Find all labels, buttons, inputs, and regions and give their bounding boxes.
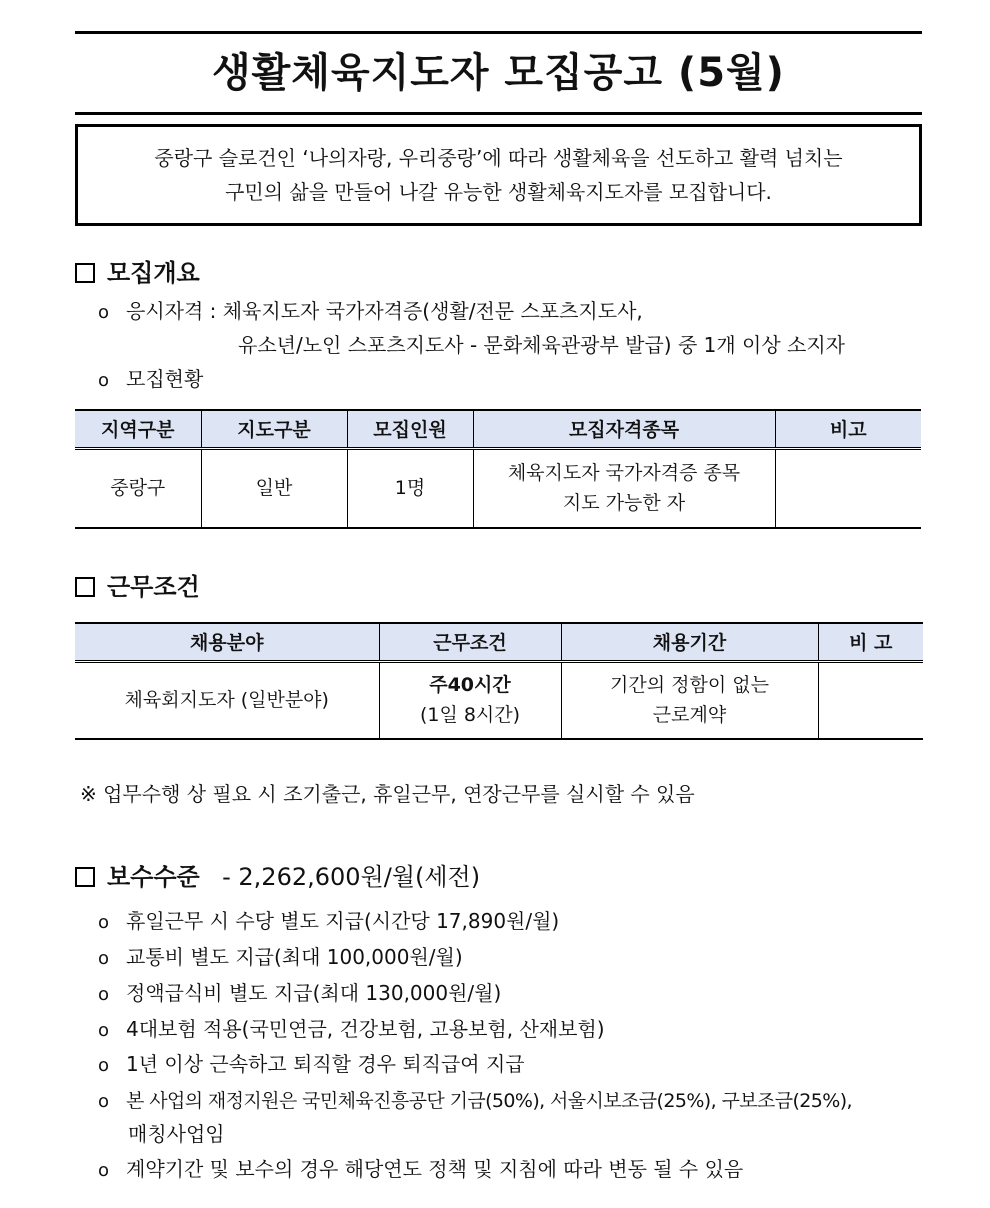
work-footnote: ※ 업무수행 상 필요 시 조기출근, 휴일근무, 연장근무를 실시할 수 있음 (80, 782, 695, 806)
list-item: o 1년 이상 근속하고 퇴직할 경우 퇴직급여 지급 (98, 1050, 525, 1080)
table-header: 채용분야 (75, 623, 379, 661)
section-pay-level (75, 862, 480, 892)
section-heading: 근무조건 (107, 573, 200, 601)
checkbox-square-icon (75, 867, 95, 887)
list-item: o 휴일근무 시 수당 별도 지급(시간당 17,890원/월) (98, 907, 559, 937)
bullet-icon: o (98, 302, 110, 323)
bullet-icon: o (98, 370, 110, 391)
page-title: 생활체육지도자 모집공고 (5월) (212, 50, 785, 96)
table-header: 모집인원 (347, 410, 473, 448)
table-header: 채용기간 (561, 623, 818, 661)
checkbox-square-icon (75, 577, 95, 597)
table-cell-note (775, 448, 921, 528)
recruit-status-table (75, 409, 921, 529)
table-cell-region: 중랑구 (110, 477, 166, 500)
title-bottom-rule (75, 112, 922, 115)
section-heading: 모집개요 (107, 259, 200, 287)
bullet-icon: o (98, 1091, 109, 1112)
table-cell-hours: 주40시간 (1일 8시간) (379, 661, 561, 739)
table-header: 모집자격종목 (473, 410, 775, 448)
list-item: o 정액급식비 별도 지급(최대 130,000원/월) (98, 979, 501, 1009)
list-item: o 계약기간 및 보수의 경우 해당연도 정책 및 지침에 따라 변동 될 수 있음 (98, 1155, 743, 1185)
bullet-icon: o (98, 948, 110, 969)
intro-line-1: 중랑구 슬로건인 ‘나의자랑, 우리중랑’에 따라 생활체육을 선도하고 활력 넘치는 (154, 146, 843, 170)
table-cell-qualification: 체육지도자 국가자격증 종목 지도 가능한 자 (473, 448, 775, 528)
table-header: 비고 (775, 410, 921, 448)
table-header: 지역구분 (75, 410, 201, 448)
table-header: 비 고 (818, 623, 923, 661)
bullet-icon: o (98, 1055, 110, 1076)
list-item: o 교통비 별도 지급(최대 100,000원/월) (98, 943, 463, 973)
table-row (75, 448, 921, 528)
table-cell-period: 기간의 정함이 없는 근로계약 (561, 661, 818, 739)
table-cell-field: 체육회지도자 (일반분야) (124, 689, 329, 712)
list-item: o 4대보험 적용(국민연금, 건강보험, 고용보험, 산재보험) (98, 1015, 605, 1045)
title-top-rule (75, 31, 922, 34)
list-item-cont: 매칭사업임 (128, 1122, 225, 1146)
bullet-icon: o (98, 984, 110, 1005)
section-heading: 보수수준 (107, 863, 200, 891)
bullet-icon: o (98, 912, 110, 933)
intro-box (75, 124, 922, 226)
table-header: 근무조건 (379, 623, 561, 661)
qualification-line-cont: 유소년/노인 스포츠지도사 - 문화체육관광부 발급) 중 1개 이상 소지자 (238, 333, 845, 357)
bullet-icon: o (98, 1160, 110, 1181)
list-item: o 본 사업의 재정지원은 국민체육진흥공단 기금(50%), 서울시보조금(25%), 구보조금(25%), (98, 1087, 852, 1116)
table-cell-note (818, 661, 923, 739)
checkbox-square-icon (75, 263, 95, 283)
intro-line-2: 구민의 삶을 만들어 나갈 유능한 생활체육지도자를 모집합니다. (225, 180, 772, 204)
table-cell-type: 일반 (201, 448, 347, 528)
section-recruit-overview (75, 258, 200, 288)
section-work-conditions (75, 572, 200, 602)
bullet-icon: o (98, 1020, 110, 1041)
qualification-line: o 응시자격 : 체육지도자 국가자격증(생활/전문 스포츠지도사, (98, 297, 643, 327)
pay-amount: - 2,262,600원/월(세전) (222, 863, 481, 891)
table-header: 지도구분 (201, 410, 347, 448)
table-row (75, 661, 923, 739)
table-cell-count: 1명 (347, 448, 473, 528)
work-conditions-table (75, 622, 923, 740)
status-line: o 모집현황 (98, 365, 203, 395)
